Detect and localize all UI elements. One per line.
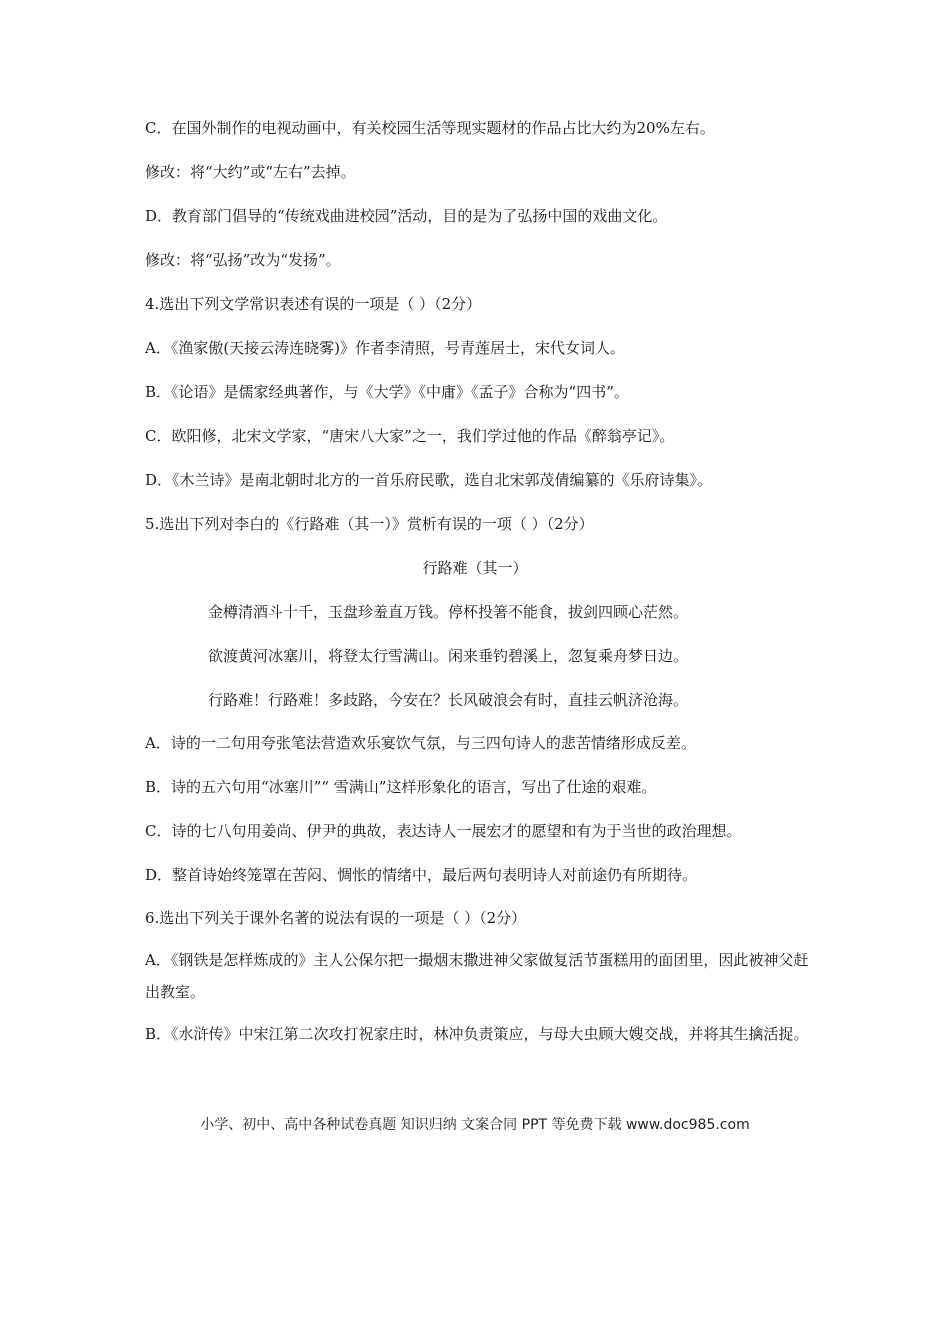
- q4-option-a: A．《渔家傲(天接云涛连晓雾)》作者李清照，号青莲居士，宋代女词人。: [145, 339, 626, 357]
- q3-option-c-fix: 修改：将“大约”或“左右”去掉。: [145, 163, 356, 181]
- q3-option-d-fix: 修改：将“弘扬”改为“发扬”。: [145, 251, 341, 269]
- question-4: 4.选出下列文学常识表述有误的一项是（ ）（2分）: [145, 295, 482, 313]
- poem-title: 行路难（其一）: [422, 559, 528, 577]
- q3-option-d: D．教育部门倡导的“传统戏曲进校园”活动，目的是为了弘扬中国的戏曲文化。: [145, 207, 668, 225]
- poem-line-3: 行路难！行路难！多歧路，今安在？长风破浪会有时，直挂云帆济沧海。: [208, 691, 689, 709]
- q4-option-b: B．《论语》是儒家经典著作，与《大学》《中庸》《孟子》合称为“四书”。: [145, 383, 629, 401]
- poem-line-2: 欲渡黄河冰塞川，将登太行雪满山。闲来垂钓碧溪上，忽复乘舟梦日边。: [208, 647, 689, 665]
- q3-option-c: C．在国外制作的电视动画中，有关校园生活等现实题材的作品占比大约为20%左右。: [145, 119, 715, 137]
- poem-line-1: 金樽清酒斗十千，玉盘珍羞直万钱。停杯投箸不能食，拔剑四顾心茫然。: [208, 603, 689, 621]
- q6-option-b: B．《水浒传》中宋江第二次攻打祝家庄时，林冲负责策应，与母大虫顾大嫂交战，并将其生擒活捉。: [145, 1025, 809, 1043]
- q5-option-b: B．诗的五六句用“冰塞川”“ 雪满山”这样形象化的语言，写出了仕途的艰难。: [145, 778, 657, 796]
- question-5: 5.选出下列对李白的《行路难（其一）》赏析有误的一项（ ）（2分）: [145, 515, 594, 533]
- q5-option-d: D．整首诗始终笼罩在苦闷、惆怅的情绪中，最后两句表明诗人对前途仍有所期待。: [145, 866, 698, 884]
- question-6: 6.选出下列关于课外名著的说法有误的一项是（ ）（2分）: [145, 909, 527, 927]
- q4-option-c: C．欧阳修，北宋文学家，“唐宋八大家”之一，我们学过他的作品《醉翁亭记》。: [145, 427, 675, 445]
- footer-text: 小学、初中、高中各种试卷真题 知识归纳 文案合同 PPT 等免费下载 www.doc985.com: [200, 1117, 750, 1133]
- q5-option-c: C．诗的七八句用姜尚、伊尹的典故，表达诗人一展宏才的愿望和有为于当世的政治理想。: [145, 822, 742, 840]
- q6-option-a: A．《钢铁是怎样炼成的》主人公保尔把一撮烟末撒进神父家做复活节蛋糕用的面团里，因此被神父赶出教室。: [145, 951, 809, 1001]
- q5-option-a: A．诗的一二句用夸张笔法营造欢乐宴饮气氛，与三四句诗人的悲苦情绪形成反差。: [145, 734, 696, 752]
- q4-option-d: D．《木兰诗》是南北朝时北方的一首乐府民歌，选自北宋郭茂倩编纂的《乐府诗集》。: [145, 471, 713, 489]
